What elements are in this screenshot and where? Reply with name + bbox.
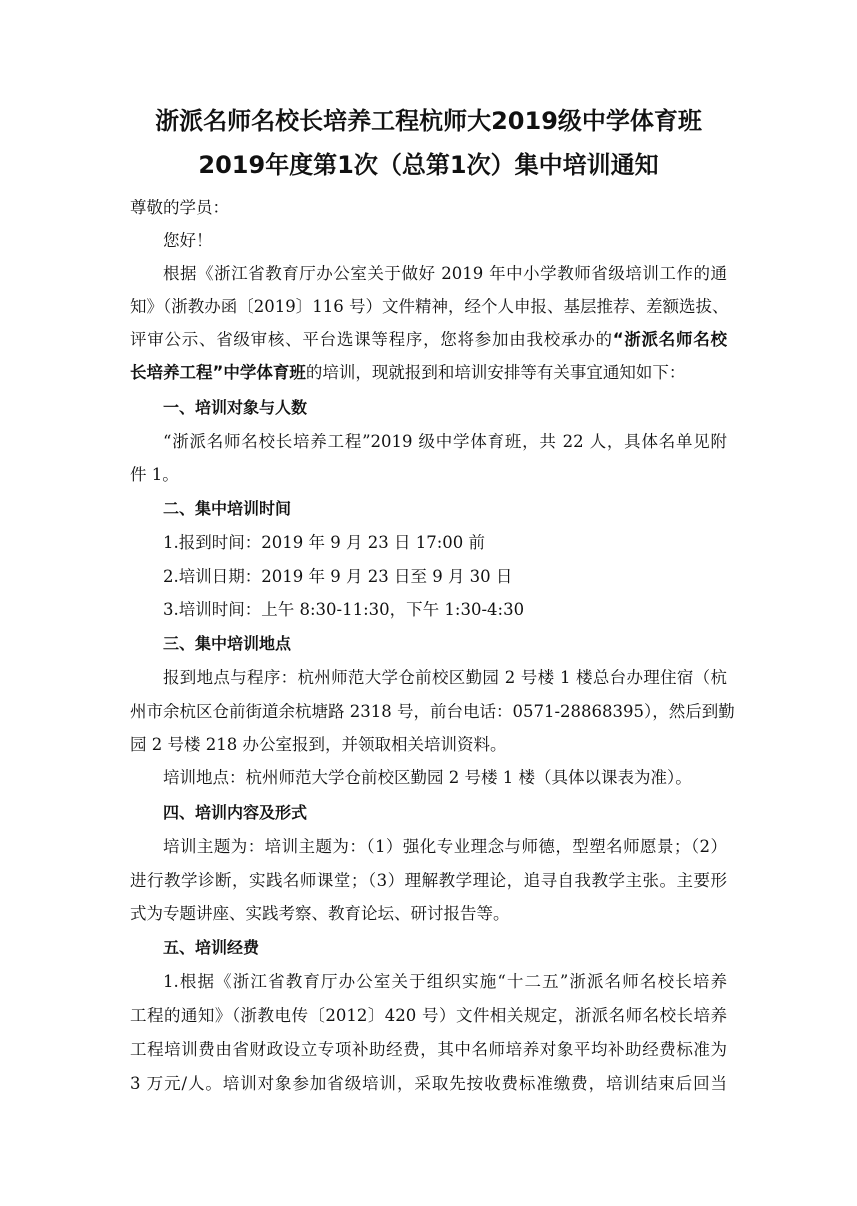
list-item: 2.培训日期：2019 年 9 月 23 日至 9 月 30 日 xyxy=(163,567,513,586)
section-heading: 三、集中培训地点 xyxy=(163,634,292,653)
intro-bold-text: “浙派名师名校 xyxy=(612,330,727,349)
paragraph-line: 州市余杭区仓前街道余杭塘路 2318 号，前台电话：0571-28868395），然后到勤 xyxy=(130,702,735,721)
intro-line: 根据《浙江省教育厅办公室关于做好 2019 年中小学教师省级培训工作的通 xyxy=(163,264,727,283)
section-heading: 四、培训内容及形式 xyxy=(163,803,308,822)
list-item: 3.培训时间：上午 8:30-11:30，下午 1:30-4:30 xyxy=(163,600,525,619)
paragraph-line: 式为专题讲座、实践考察、教育论坛、研讨报告等。 xyxy=(130,904,510,923)
paragraph-line: 3 万元/人。培训对象参加省级培训，采取先按收费标准缴费，培训结束后回当 xyxy=(130,1074,727,1093)
paragraph-line: 1.根据《浙江省教育厅办公室关于组织实施“十二五”浙派名师名校长培养 xyxy=(163,972,727,991)
paragraph-line: “浙派名师名校长培养工程”2019 级中学体育班，共 22 人，具体名单见附 xyxy=(163,432,727,451)
paragraph-line: 工程的通知》（浙教电传〔2012〕420 号）文件相关规定，浙派名师名校长培养 xyxy=(130,1006,727,1025)
section-heading: 一、培训对象与人数 xyxy=(163,398,308,417)
document-title: 浙派名师名校长培养工程杭师大2019级中学体育班 xyxy=(155,107,702,135)
intro-bold-text: 长培养工程”中学体育班 xyxy=(130,363,306,382)
paragraph-line: 培训主题为：培训主题为：（1）强化专业理念与师德，型塑名师愿景；（2） xyxy=(163,837,727,856)
intro-text: 评审公示、省级审核、平台选课等程序，您将参加由我校承办的 xyxy=(130,330,613,349)
intro-line xyxy=(130,361,685,385)
paragraph-line: 工程培训费由省财政设立专项补助经费，其中名师培养对象平均补助经费标准为 xyxy=(130,1040,727,1059)
paragraph-line: 报到地点与程序：杭州师范大学仓前校区勤园 2 号楼 1 楼总台办理住宿（杭 xyxy=(163,668,727,687)
paragraph-line: 进行教学诊断，实践名师课堂；（3）理解教学理论，追寻自我教学主张。主要形 xyxy=(130,871,727,890)
salutation: 尊敬的学员： xyxy=(130,198,229,217)
list-item: 1.报到时间：2019 年 9 月 23 日 17:00 前 xyxy=(163,533,485,552)
paragraph-line: 件 1。 xyxy=(130,465,179,484)
intro-line xyxy=(130,328,727,352)
intro-line: 知》（浙教办函〔2019〕116 号）文件精神，经个人申报、基层推荐、差额选拔、 xyxy=(130,297,729,316)
intro-text: 的培训，现就报到和培训安排等有关事宜通知如下： xyxy=(305,363,686,382)
paragraph-line: 培训地点：杭州师范大学仓前校区勤园 2 号楼 1 楼（具体以课表为准）。 xyxy=(163,768,692,787)
greeting: 您好！ xyxy=(163,231,213,250)
section-heading: 五、培训经费 xyxy=(163,938,260,957)
paragraph-line: 园 2 号楼 218 办公室报到，并领取相关培训资料。 xyxy=(130,735,507,754)
section-heading: 二、集中培训时间 xyxy=(163,499,292,518)
document-subtitle: 2019年度第1次（总第1次）集中培训通知 xyxy=(198,151,659,179)
